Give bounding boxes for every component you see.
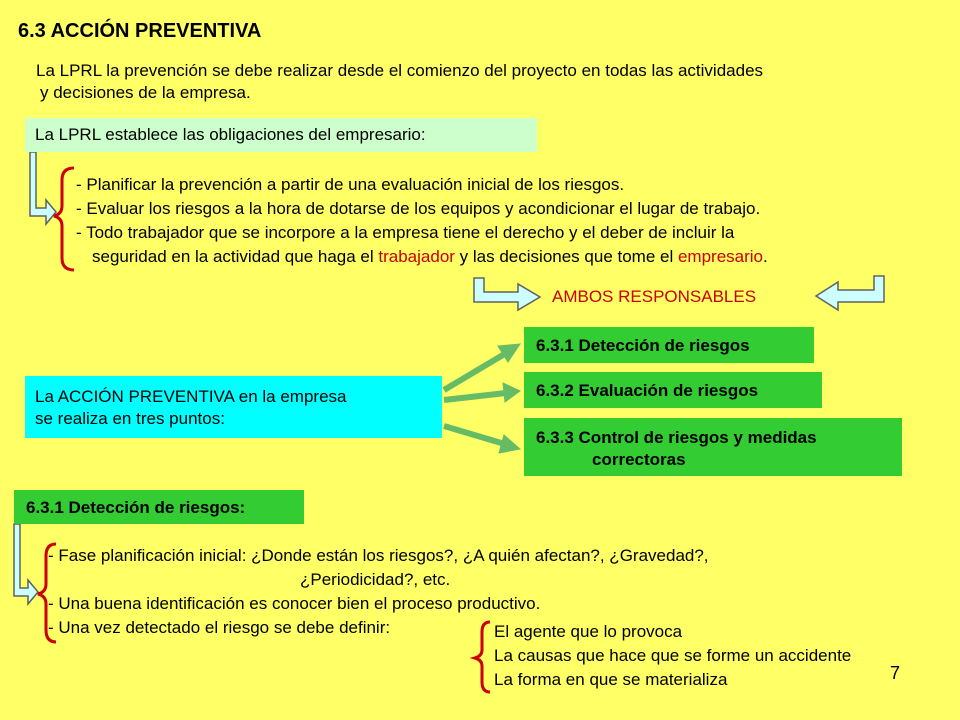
obligation-item-3: - Todo trabajador que se incorpore a la empresa tiene el derecho y el deber de incluir la: [76, 223, 735, 242]
item3b-post: .: [763, 247, 768, 266]
bent-arrow-icon-2: [14, 524, 38, 604]
accion-box: [25, 376, 442, 438]
deteccion-sub-1: El agente que lo provoca: [494, 622, 683, 641]
point-deteccion: 6.3.1 Detección de riesgos: [524, 327, 814, 363]
worker-highlight: trabajador: [378, 247, 455, 266]
item3b-mid: y las decisiones que tome el: [454, 247, 678, 266]
deteccion-sub-3: La forma en que se materializa: [494, 670, 728, 689]
accion-line-2: se realiza en tres puntos:: [35, 409, 225, 428]
page-number: 7: [890, 663, 901, 683]
left-arrow-icon: [816, 276, 884, 310]
obligation-item-3b: [76, 245, 768, 269]
deteccion-item-1: - Fase planificación inicial: ¿Donde están los riesgos?, ¿A quién afectan?, ¿Gravedad?,: [48, 546, 709, 565]
responsables-label: AMBOS RESPONSABLES: [552, 287, 757, 306]
brace-icon: [54, 168, 74, 270]
deteccion-sub-2: La causas que hace que se forme un accidente: [494, 646, 852, 665]
deteccion-heading: 6.3.1 Detección de riesgos:: [14, 490, 304, 524]
intro-line-2: y decisiones de la empresa.: [40, 83, 251, 102]
page-title: 6.3 ACCIÓN PREVENTIVA: [18, 20, 262, 42]
intro-paragraph: [36, 60, 763, 104]
obligations-list: [76, 173, 768, 269]
accion-line-1: La ACCIÓN PREVENTIVA en la empresa: [35, 387, 347, 406]
obligation-item-1: - Planificar la prevención a partir de una evaluación inicial de los riesgos.: [76, 175, 625, 194]
point-control-line-1: 6.3.3 Control de riesgos y medidas: [536, 428, 817, 447]
right-arrow-icon: [474, 278, 540, 310]
obligations-heading: La LPRL establece las obligaciones del empresario:: [25, 118, 537, 152]
deteccion-item-2: - Una buena identificación es conocer bien el proceso productivo.: [48, 594, 541, 613]
employer-highlight: empresario: [677, 247, 764, 266]
deteccion-item-1b: ¿Periodicidad?, etc.: [300, 570, 451, 589]
deteccion-sublist: [494, 620, 851, 692]
point-control: [524, 418, 902, 476]
obligation-item-2: - Evaluar los riesgos a la hora de dotarse de los equipos y acondicionar el lugar de trabajo.: [76, 199, 761, 218]
point-evaluacion: 6.3.2 Evaluación de riesgos: [524, 372, 822, 408]
bent-arrow-icon: [30, 152, 56, 224]
intro-line-1: La LPRL la prevención se debe realizar desde el comienzo del proyecto en todas las actividades: [36, 61, 764, 80]
deteccion-item-3: - Una vez detectado el riesgo se debe definir:: [48, 618, 391, 637]
green-arrows: [444, 344, 520, 453]
item3b-pre: seguridad en la actividad que haga el: [92, 247, 379, 266]
point-control-line-2: correctoras: [592, 450, 686, 469]
